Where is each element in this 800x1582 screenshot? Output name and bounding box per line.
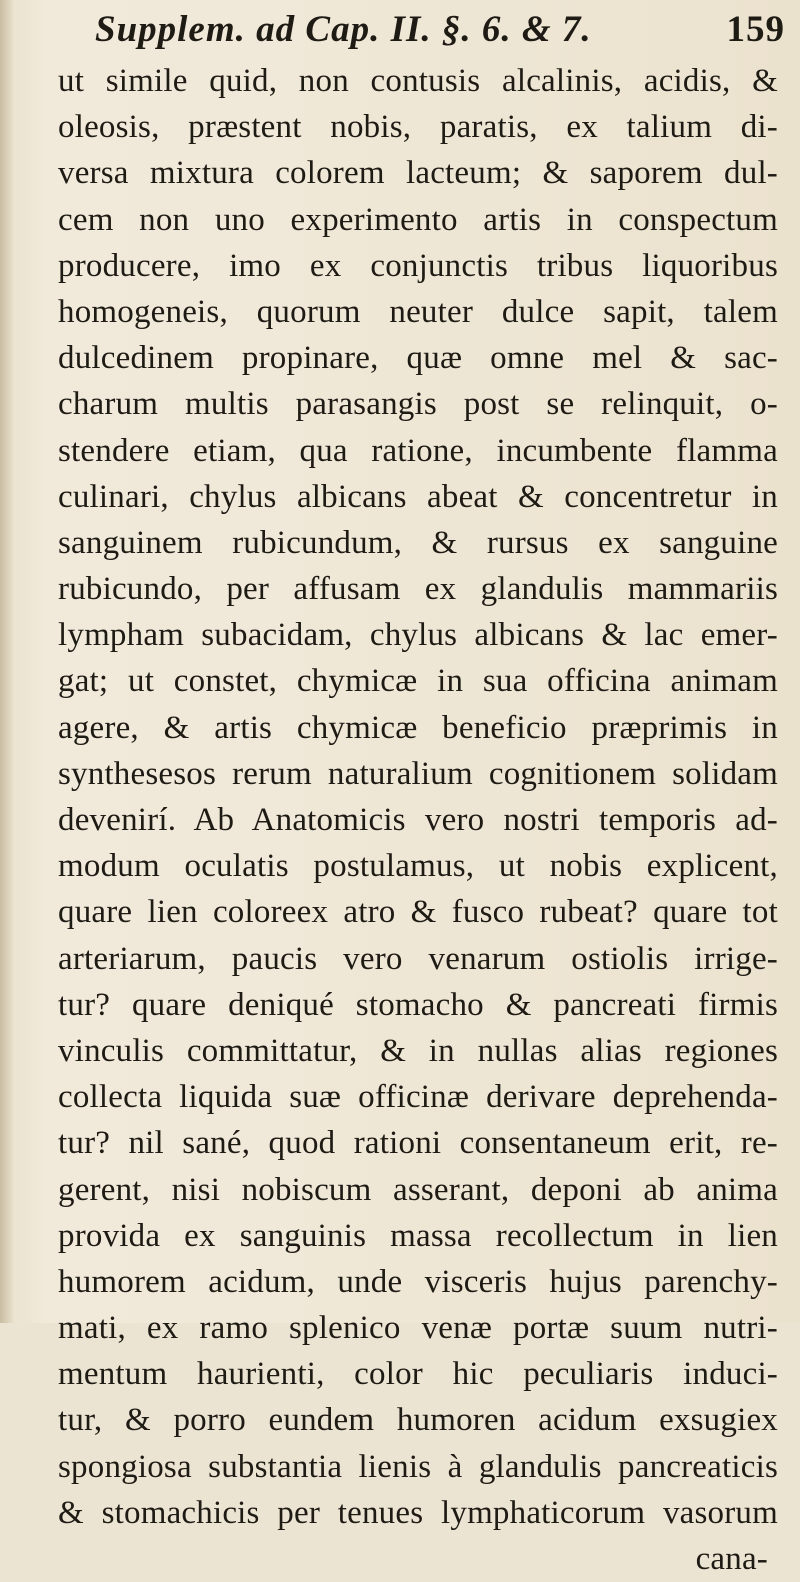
text-line: sanguinem rubicundum, & rursus ex sanguine	[58, 524, 778, 561]
page-header	[95, 8, 785, 64]
text-line: arteriarum, paucis vero venarum ostiolis irrige-	[58, 940, 778, 977]
text-line: spongiosa substantia lienis à glandulis pancreaticis	[58, 1448, 778, 1485]
text-line: oleosis, præstent nobis, paratis, ex talium di-	[58, 109, 778, 146]
text-line: gerent, nisi nobiscum asserant, deponi ab anima	[58, 1171, 778, 1208]
text-line: provida ex sanguinis massa recollectum in lien	[58, 1217, 778, 1254]
text-line: tur, & porro eundem humoren acidum exsugiex	[58, 1402, 778, 1439]
text-line: quare lien coloreex atro & fusco rubeat? quare tot	[58, 894, 778, 931]
text-line: dulcedinem propinare, quæ omne mel & sac-	[58, 340, 778, 377]
text-line: rubicundo, per affusam ex glandulis mammariis	[58, 571, 778, 608]
body-text	[58, 58, 778, 1582]
text-line: producere, imo ex conjunctis tribus liquoribus	[58, 247, 778, 284]
text-line: humorem acidum, unde visceris hujus parenchy-	[58, 1263, 778, 1300]
text-line: stendere etiam, qua ratione, incumbente flamma	[58, 432, 778, 469]
text-line: ut simile quid, non contusis alcalinis, acidis, &	[58, 63, 778, 99]
text-line: devenirí. Ab Anatomicis vero nostri temporis ad-	[58, 802, 778, 838]
text-line: homogeneis, quorum neuter dulce sapit, talem	[58, 293, 778, 330]
text-line: mati, ex ramo splenico venæ portæ suum nutri-	[58, 1310, 778, 1347]
text-line: gat; ut constet, chymicæ in sua officina animam	[58, 663, 778, 700]
text-line: tur? quare deniqué stomacho & pancreati firmis	[58, 986, 778, 1023]
page-number: 159	[726, 9, 785, 50]
text-line: versa mixtura colorem lacteum; & saporem dul-	[58, 155, 778, 192]
running-head: Supplem. ad Cap. II. §. 6. & 7.	[95, 9, 592, 50]
text-line: modum oculatis postulamus, ut nobis explicent,	[58, 848, 778, 885]
text-line: lympham subacidam, chylus albicans & lac emer-	[58, 617, 778, 654]
text-line: vinculis committatur, & in nullas alias regiones	[58, 1032, 778, 1069]
text-line: cem non uno experimento artis in conspectum	[58, 201, 778, 238]
page-gutter-shadow	[0, 0, 14, 1323]
text-line: charum multis parasangis post se relinquit, o-	[58, 386, 778, 423]
text-line: culinari, chylus albicans abeat & concentretur in	[58, 478, 778, 515]
text-line: & stomachicis per tenues lymphaticorum vasorum	[58, 1494, 778, 1531]
catchword: cana-	[695, 1541, 768, 1577]
text-line: collecta liquida suæ officinæ derivare deprehenda-	[58, 1079, 778, 1116]
text-line: agere, & artis chymicæ beneficio præprimis in	[58, 709, 778, 746]
text-line: mentum haurienti, color hic peculiaris induci-	[58, 1356, 778, 1393]
text-line: tur? nil sané, quod rationi consentaneum erit, re-	[58, 1125, 778, 1162]
text-line: synthesesos rerum naturalium cognitionem solidam	[58, 755, 778, 792]
